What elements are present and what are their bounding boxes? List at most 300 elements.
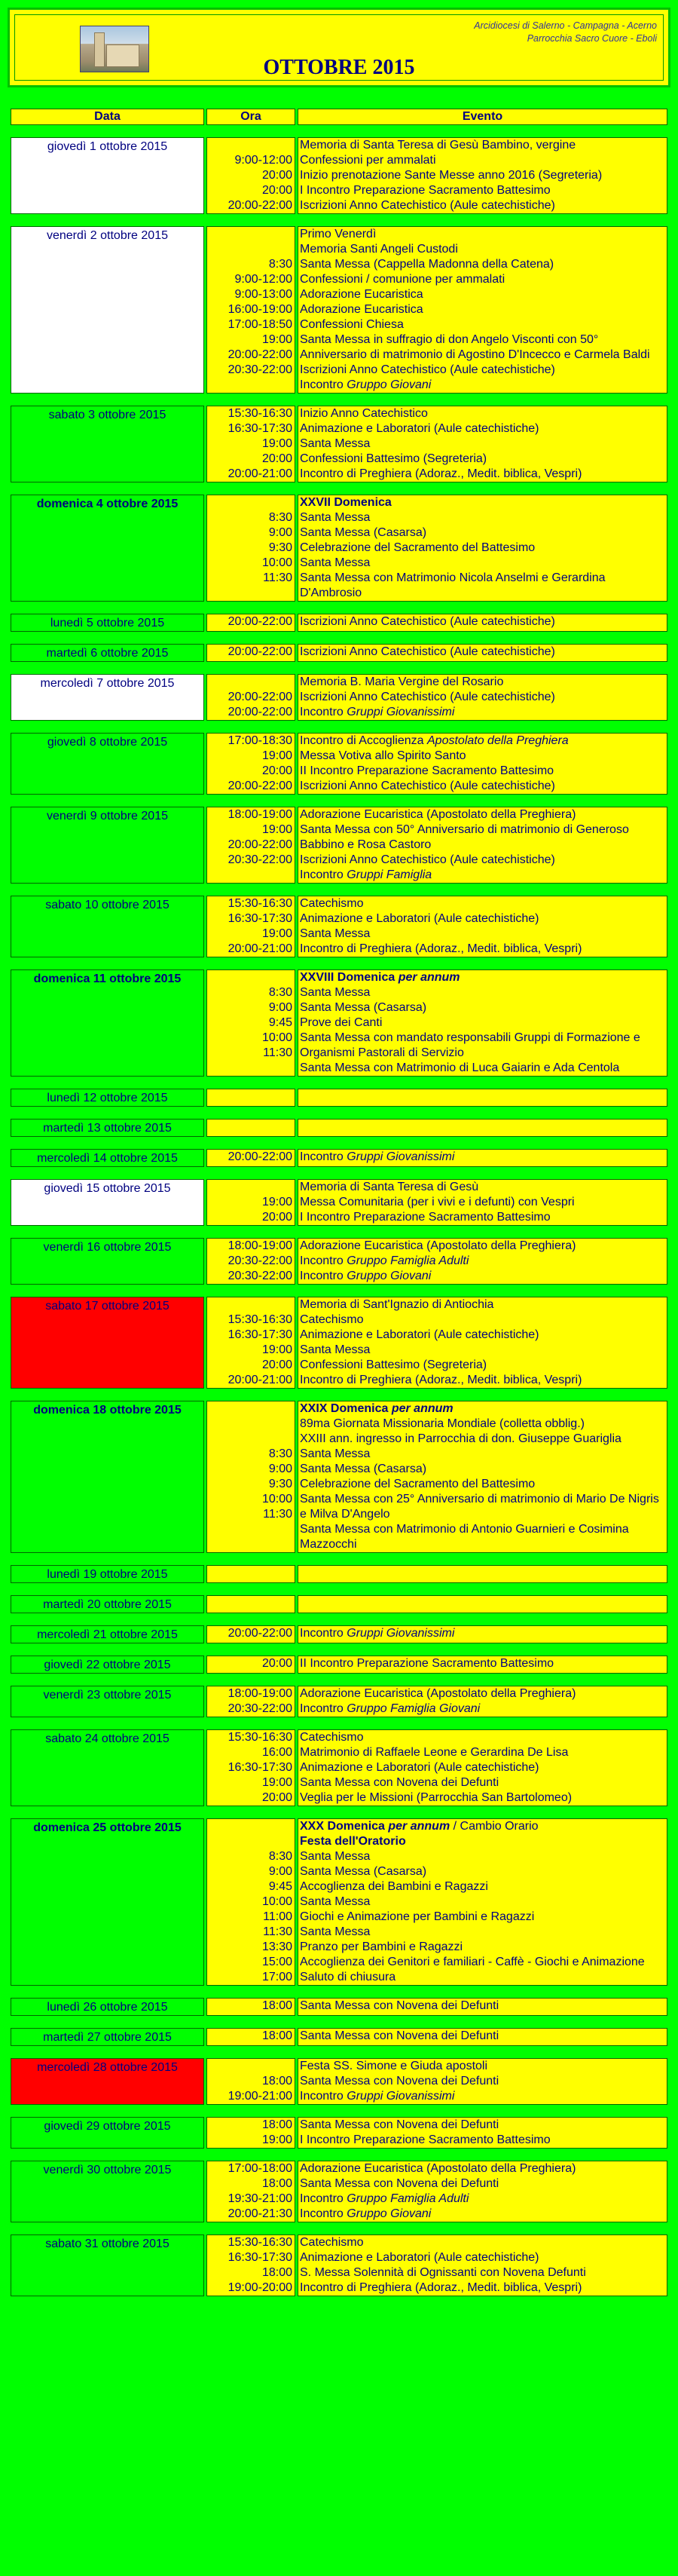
event-item xyxy=(300,198,667,213)
day-times xyxy=(206,2117,295,2149)
day-date: mercoledì 7 ottobre 2015 xyxy=(11,674,204,721)
day-date: lunedì 5 ottobre 2015 xyxy=(11,614,204,632)
event-item xyxy=(300,2059,667,2074)
event-text: Santa Messa con Novena dei Defunti xyxy=(300,2177,499,2190)
day-times xyxy=(206,2234,295,2296)
day-times xyxy=(206,1729,295,1806)
event-text: Santa Messa con mandato responsabili Gruppi di Formazione e Organismi Pastorali di Servizio xyxy=(300,1031,640,1059)
event-item xyxy=(300,853,667,868)
event-text: Iscrizioni Anno Catechistico (Aule catechistiche) xyxy=(300,645,555,658)
event-item xyxy=(300,2207,667,2222)
day-row xyxy=(11,2234,667,2296)
event-time: 20:00-22:00 xyxy=(228,838,292,851)
row-spacer xyxy=(11,2106,667,2115)
event-text: Memoria Santi Angeli Custodi xyxy=(300,243,458,256)
row-spacer xyxy=(11,1554,667,1564)
row-spacer xyxy=(11,1286,667,1295)
event-text: Catechismo xyxy=(300,1313,364,1326)
event-text: Incontro xyxy=(300,1254,347,1267)
event-time: 11:30 xyxy=(263,1046,292,1059)
event-item xyxy=(300,896,667,911)
event-text: XXX Domenica xyxy=(300,1820,389,1833)
event-text: Santa Messa con Matrimonio di Antonio Guarnieri e Cosimina Mazzocchi xyxy=(300,1523,629,1551)
day-times xyxy=(206,2058,295,2105)
event-time: 10:00 xyxy=(261,1493,292,1505)
day-date: lunedì 12 ottobre 2015 xyxy=(11,1089,204,1107)
event-time xyxy=(207,242,292,257)
event-text: Iscrizioni Anno Catechistico (Aule catechistiche) xyxy=(300,615,555,628)
day-events xyxy=(298,1089,667,1107)
day-date: sabato 10 ottobre 2015 xyxy=(11,896,204,957)
event-item xyxy=(300,495,667,510)
event-time: 20:30-22:00 xyxy=(228,1702,292,1715)
event-item xyxy=(300,970,667,985)
event-text: Santa Messa xyxy=(300,556,371,569)
event-time: 9:00 xyxy=(268,1001,292,1014)
event-item xyxy=(300,911,667,927)
event-time: 10:00 xyxy=(261,556,292,569)
event-time: 19:00 xyxy=(261,927,292,940)
event-time: 20:00 xyxy=(261,169,292,182)
event-time: 9:00 xyxy=(268,526,292,539)
event-item xyxy=(300,378,667,393)
row-spacer xyxy=(11,2150,667,2159)
event-item xyxy=(300,1760,667,1775)
event-time: 19:00 xyxy=(261,2133,292,2146)
event-item xyxy=(300,1269,667,1284)
event-item xyxy=(300,1000,667,1015)
event-text: Adorazione Eucaristica (Apostolato della Preghiera) xyxy=(300,808,576,821)
day-row xyxy=(11,1818,667,1986)
event-item xyxy=(300,734,667,749)
event-item xyxy=(300,556,667,571)
event-text: II Incontro Preparazione Sacramento Battesimo xyxy=(300,764,554,777)
row-spacer xyxy=(11,1615,667,1624)
day-date: martedì 20 ottobre 2015 xyxy=(11,1595,204,1613)
event-time: 20:00 xyxy=(261,1211,292,1224)
event-time: 18:00 xyxy=(261,1999,292,2012)
schedule-body xyxy=(11,137,667,2307)
parish-line: Parrocchia Sacro Cuore - Eboli xyxy=(527,33,657,44)
event-time: 8:30 xyxy=(268,511,292,524)
event-time: 9:00 xyxy=(268,1865,292,1878)
event-time xyxy=(207,227,292,242)
event-time: 18:00 xyxy=(261,2118,292,2131)
event-text: Incontro di Preghiera (Adoraz., Medit. biblica, Vespri) xyxy=(300,1374,582,1386)
day-events xyxy=(298,226,667,394)
day-row xyxy=(11,1297,667,1389)
event-item xyxy=(300,2161,667,2176)
day-events xyxy=(298,1625,667,1643)
event-time xyxy=(207,1180,292,1195)
event-item xyxy=(300,822,667,853)
event-item xyxy=(300,1031,667,1061)
event-text: Catechismo xyxy=(300,1731,364,1744)
event-item xyxy=(300,868,667,883)
row-spacer xyxy=(11,1585,667,1594)
day-date: mercoledì 21 ottobre 2015 xyxy=(11,1625,204,1643)
day-times xyxy=(206,1625,295,1643)
event-time xyxy=(207,1819,292,1834)
day-row xyxy=(11,1401,667,1553)
event-item xyxy=(300,1894,667,1910)
day-date: martedì 27 ottobre 2015 xyxy=(11,2028,204,2046)
event-text: Incontro xyxy=(300,378,347,391)
event-time: 20:30-22:00 xyxy=(228,1270,292,1282)
day-times xyxy=(206,2161,295,2222)
event-item xyxy=(300,2265,667,2280)
event-time: 20:00 xyxy=(261,1358,292,1371)
event-item xyxy=(300,1462,667,1477)
row-spacer xyxy=(11,1138,667,1147)
event-item xyxy=(300,541,667,556)
day-events xyxy=(298,896,667,957)
event-text: Santa Messa xyxy=(300,1925,371,1938)
event-item xyxy=(300,1180,667,1195)
event-item xyxy=(300,927,667,942)
event-text: Memoria di Santa Teresa di Gesù xyxy=(300,1181,479,1193)
event-time: 16:00-19:00 xyxy=(228,303,292,316)
day-date: mercoledì 28 ottobre 2015 xyxy=(11,2058,204,2105)
day-date: sabato 3 ottobre 2015 xyxy=(11,406,204,482)
event-text: Animazione e Laboratori (Aule catechistiche) xyxy=(300,422,539,435)
day-events xyxy=(298,807,667,884)
row-spacer xyxy=(11,484,667,493)
row-spacer xyxy=(11,722,667,731)
event-time: 18:00 xyxy=(261,2266,292,2279)
day-date: venerdì 23 ottobre 2015 xyxy=(11,1686,204,1717)
column-header-event: Evento xyxy=(298,109,667,125)
column-header-time: Ora xyxy=(206,109,295,125)
event-time: 9:00 xyxy=(268,1463,292,1475)
event-time: 15:30-16:30 xyxy=(228,407,292,420)
event-time: 9:00-12:00 xyxy=(234,154,292,167)
event-time: 19:00 xyxy=(261,823,292,836)
day-events xyxy=(298,1149,667,1167)
event-text: Incontro xyxy=(300,1270,347,1282)
event-text: Santa Messa xyxy=(300,1850,371,1863)
event-item xyxy=(300,749,667,764)
day-events xyxy=(298,1818,667,1986)
event-item xyxy=(300,272,667,287)
event-text: Santa Messa con Novena dei Defunti xyxy=(300,1776,499,1789)
event-time: 20:00-22:00 xyxy=(228,1627,292,1640)
event-text: Incontro di Preghiera (Adoraz., Medit. biblica, Vespri) xyxy=(300,2281,582,2294)
day-times xyxy=(206,1119,295,1137)
day-row xyxy=(11,1729,667,1806)
event-text: Santa Messa con 50° Anniversario di matrimonio di Generoso Babbino e Rosa Castoro xyxy=(300,823,629,851)
event-item xyxy=(300,1925,667,1940)
event-item xyxy=(300,1745,667,1760)
event-item xyxy=(300,985,667,1000)
event-time: 18:00 xyxy=(261,2177,292,2190)
event-time: 19:00 xyxy=(261,1343,292,1356)
event-group: Gruppo Famiglia Adulti xyxy=(347,1254,469,1267)
event-time xyxy=(207,1401,292,1417)
event-text: 89ma Giornata Missionaria Mondiale (colletta obblig.) xyxy=(300,1417,585,1430)
event-time: 9:30 xyxy=(268,1478,292,1490)
event-item xyxy=(300,257,667,272)
row-spacer xyxy=(11,2048,667,2057)
event-text: Animazione e Laboratori (Aule catechistiche) xyxy=(300,912,539,925)
event-text: Pranzo per Bambini e Ragazzi xyxy=(300,1940,463,1953)
header-frame xyxy=(14,14,664,81)
day-row xyxy=(11,137,667,214)
event-item xyxy=(300,2280,667,2296)
event-time xyxy=(207,1834,292,1849)
event-time: 20:00-22:00 xyxy=(228,645,292,658)
event-text: XXIX Domenica xyxy=(300,1402,392,1415)
table-header-row xyxy=(11,109,667,125)
day-row xyxy=(11,1238,667,1285)
day-times xyxy=(206,1565,295,1583)
day-events xyxy=(298,2161,667,2222)
event-item xyxy=(300,242,667,257)
day-row xyxy=(11,674,667,721)
event-text: Festa dell'Oratorio xyxy=(300,1835,406,1848)
event-item xyxy=(300,525,667,541)
event-time: 16:00 xyxy=(261,1746,292,1759)
event-text: Memoria di Sant'Ignazio di Antiochia xyxy=(300,1298,494,1311)
day-date: lunedì 19 ottobre 2015 xyxy=(11,1565,204,1583)
event-item xyxy=(300,452,667,467)
day-events xyxy=(298,2234,667,2296)
event-item xyxy=(300,1596,667,1611)
event-time: 20:00 xyxy=(261,1657,292,1670)
event-time: 18:00-19:00 xyxy=(228,1239,292,1252)
page-header xyxy=(8,8,670,87)
day-events xyxy=(298,1595,667,1613)
day-row xyxy=(11,807,667,884)
event-group: Gruppi Giovanissimi xyxy=(347,1150,455,1163)
row-spacer xyxy=(11,959,667,968)
event-text: Incontro di Preghiera (Adoraz., Medit. biblica, Vespri) xyxy=(300,942,582,955)
event-text: Santa Messa con 25° Anniversario di matrimonio di Mario De Nigris e Milva D'Angelo xyxy=(300,1493,659,1521)
event-time: 17:00-18:00 xyxy=(228,2162,292,2175)
event-time: 9:45 xyxy=(268,1016,292,1029)
event-text: Santa Messa (Casarsa) xyxy=(300,526,427,539)
row-spacer xyxy=(11,1675,667,1684)
event-text: Santa Messa con Matrimonio Nicola Anselmi e Gerardina D'Ambrosio xyxy=(300,571,606,599)
event-item xyxy=(300,1195,667,1210)
event-item xyxy=(300,764,667,779)
event-text: Santa Messa con Novena dei Defunti xyxy=(300,1999,499,2012)
event-text: Santa Messa in suffragio di don Angelo Visconti con 50° Anniversario di matrimonio di Agostino D'Incecco e Carmela Baldi xyxy=(300,333,650,361)
event-emphasis: per annum xyxy=(388,1820,450,1833)
event-time xyxy=(207,1596,292,1611)
day-times xyxy=(206,1595,295,1613)
day-times xyxy=(206,969,295,1077)
day-times xyxy=(206,1089,295,1107)
event-item xyxy=(300,1566,667,1581)
event-item xyxy=(300,1702,667,1717)
day-date: venerdì 9 ottobre 2015 xyxy=(11,807,204,884)
event-text: Santa Messa (Casarsa) xyxy=(300,1001,427,1014)
day-events xyxy=(298,1179,667,1226)
event-item xyxy=(300,2089,667,2104)
day-events xyxy=(298,674,667,721)
day-date: giovedì 1 ottobre 2015 xyxy=(11,137,204,214)
day-events xyxy=(298,2058,667,2105)
event-text: Santa Messa con Novena dei Defunti xyxy=(300,2075,499,2087)
month-title: OTTOBRE 2015 xyxy=(263,56,415,79)
event-item xyxy=(300,1626,667,1641)
event-time: 20:00-22:00 xyxy=(228,348,292,361)
day-events xyxy=(298,406,667,482)
day-events xyxy=(298,614,667,632)
event-time: 20:30-22:00 xyxy=(228,1254,292,1267)
event-text: Incontro di Accoglienza xyxy=(300,734,427,747)
event-time: 19:00 xyxy=(261,1776,292,1789)
day-row xyxy=(11,1149,667,1167)
day-date: lunedì 26 ottobre 2015 xyxy=(11,1998,204,2016)
header-spacer xyxy=(11,127,667,136)
day-row xyxy=(11,2058,667,2105)
event-item xyxy=(300,807,667,822)
event-text: Santa Messa xyxy=(300,1447,371,1460)
event-text: Animazione e Laboratori (Aule catechistiche) xyxy=(300,2251,539,2264)
event-item xyxy=(300,1432,667,1447)
row-spacer xyxy=(11,1645,667,1654)
day-row xyxy=(11,1089,667,1107)
event-item xyxy=(300,1313,667,1328)
event-time: 19:00 xyxy=(261,333,292,346)
event-item xyxy=(300,1417,667,1432)
row-spacer xyxy=(11,633,667,642)
day-row xyxy=(11,2028,667,2046)
event-item xyxy=(300,406,667,421)
event-text: Santa Messa xyxy=(300,511,371,524)
day-date: giovedì 15 ottobre 2015 xyxy=(11,1179,204,1226)
event-time xyxy=(207,1417,292,1432)
event-time xyxy=(207,675,292,690)
event-time: 20:00 xyxy=(261,1791,292,1804)
event-item xyxy=(300,1061,667,1076)
day-events xyxy=(298,1729,667,1806)
event-item xyxy=(300,645,667,660)
event-time: 18:00-19:00 xyxy=(228,808,292,821)
event-time: 20:00-22:00 xyxy=(228,1150,292,1163)
day-date: martedì 6 ottobre 2015 xyxy=(11,644,204,662)
event-text: Santa Messa xyxy=(300,1343,371,1356)
event-group: Gruppo Giovani xyxy=(347,2207,432,2220)
row-spacer xyxy=(11,216,667,225)
event-item xyxy=(300,614,667,629)
event-item xyxy=(300,1358,667,1373)
day-date: venerdì 2 ottobre 2015 xyxy=(11,226,204,394)
event-time: 8:30 xyxy=(268,1447,292,1460)
event-item xyxy=(300,1089,667,1104)
event-text: II Incontro Preparazione Sacramento Battesimo xyxy=(300,1657,554,1670)
event-item xyxy=(300,1343,667,1358)
event-item xyxy=(300,153,667,168)
event-text: Santa Messa xyxy=(300,986,371,999)
day-events xyxy=(298,1686,667,1717)
event-item xyxy=(300,168,667,183)
event-text: Incontro xyxy=(300,706,347,718)
diocese-info xyxy=(474,20,657,45)
event-time: 16:30-17:30 xyxy=(228,1328,292,1341)
day-row xyxy=(11,1565,667,1583)
event-text: Celebrazione del Sacramento del Battesimo xyxy=(300,1478,536,1490)
row-spacer xyxy=(11,2017,667,2026)
event-time: 20:00-21:30 xyxy=(228,2207,292,2220)
day-date: giovedì 8 ottobre 2015 xyxy=(11,733,204,795)
event-item xyxy=(300,436,667,452)
day-events xyxy=(298,1998,667,2016)
day-row xyxy=(11,406,667,482)
event-time xyxy=(207,495,292,510)
event-text: Inizio Anno Catechistico xyxy=(300,407,428,420)
event-time: 16:30-17:30 xyxy=(228,1761,292,1774)
event-text: Adorazione Eucaristica xyxy=(300,303,423,316)
day-events xyxy=(298,2117,667,2149)
event-time xyxy=(207,1297,292,1313)
event-text: Confessioni Battesimo (Segreteria) xyxy=(300,452,487,465)
event-item xyxy=(300,2176,667,2192)
event-item xyxy=(300,363,667,378)
day-times xyxy=(206,807,295,884)
event-text: Iscrizioni Anno Catechistico (Aule catechistiche) xyxy=(300,780,555,792)
row-spacer xyxy=(11,1390,667,1399)
event-emphasis: per annum xyxy=(398,971,460,984)
event-group: Gruppi Giovanissimi xyxy=(347,2090,455,2103)
event-text: Incontro di Preghiera (Adoraz., Medit. biblica, Vespri) xyxy=(300,467,582,480)
day-events xyxy=(298,969,667,1077)
event-text: Incontro xyxy=(300,1627,347,1640)
event-item xyxy=(300,779,667,794)
day-date: venerdì 30 ottobre 2015 xyxy=(11,2161,204,2222)
event-time: 11:30 xyxy=(263,571,292,584)
event-time: 17:00-18:30 xyxy=(228,734,292,747)
event-text: Accoglienza dei Genitori e familiari - Caffè - Giochi e Animazione xyxy=(300,1956,645,1968)
event-item xyxy=(300,1015,667,1031)
event-text: Iscrizioni Anno Catechistico (Aule catechistiche) xyxy=(300,691,555,703)
event-text: Accoglienza dei Bambini e Ragazzi xyxy=(300,1880,488,1893)
day-row xyxy=(11,733,667,795)
event-time xyxy=(207,138,292,153)
event-text: Catechismo xyxy=(300,2236,364,2249)
event-item xyxy=(300,1492,667,1522)
event-time xyxy=(207,1432,292,1447)
event-text: XXIII ann. ingresso in Parrocchia di don. Giuseppe Guariglia xyxy=(300,1432,622,1445)
event-text: Confessioni / comunione per ammalati xyxy=(300,273,505,286)
event-item xyxy=(300,2250,667,2265)
event-item xyxy=(300,302,667,317)
day-events xyxy=(298,1297,667,1389)
day-events xyxy=(298,1656,667,1674)
day-times xyxy=(206,226,295,394)
row-spacer xyxy=(11,1987,667,1996)
event-time: 15:30-16:30 xyxy=(228,897,292,910)
event-item xyxy=(300,1790,667,1806)
event-item xyxy=(300,1686,667,1702)
row-spacer xyxy=(11,885,667,894)
day-times xyxy=(206,614,295,632)
event-item xyxy=(300,421,667,436)
day-row xyxy=(11,2161,667,2222)
day-times xyxy=(206,1656,295,1674)
event-text: Prove dei Canti xyxy=(300,1016,383,1029)
day-row xyxy=(11,614,667,632)
event-time: 18:00 xyxy=(261,2075,292,2087)
day-date: sabato 31 ottobre 2015 xyxy=(11,2234,204,2296)
event-item xyxy=(300,2074,667,2089)
row-spacer xyxy=(11,796,667,805)
event-time: 16:30-17:30 xyxy=(228,912,292,925)
event-text: Memoria di Santa Teresa di Gesù Bambino, vergine xyxy=(300,139,576,152)
event-item xyxy=(300,1910,667,1925)
